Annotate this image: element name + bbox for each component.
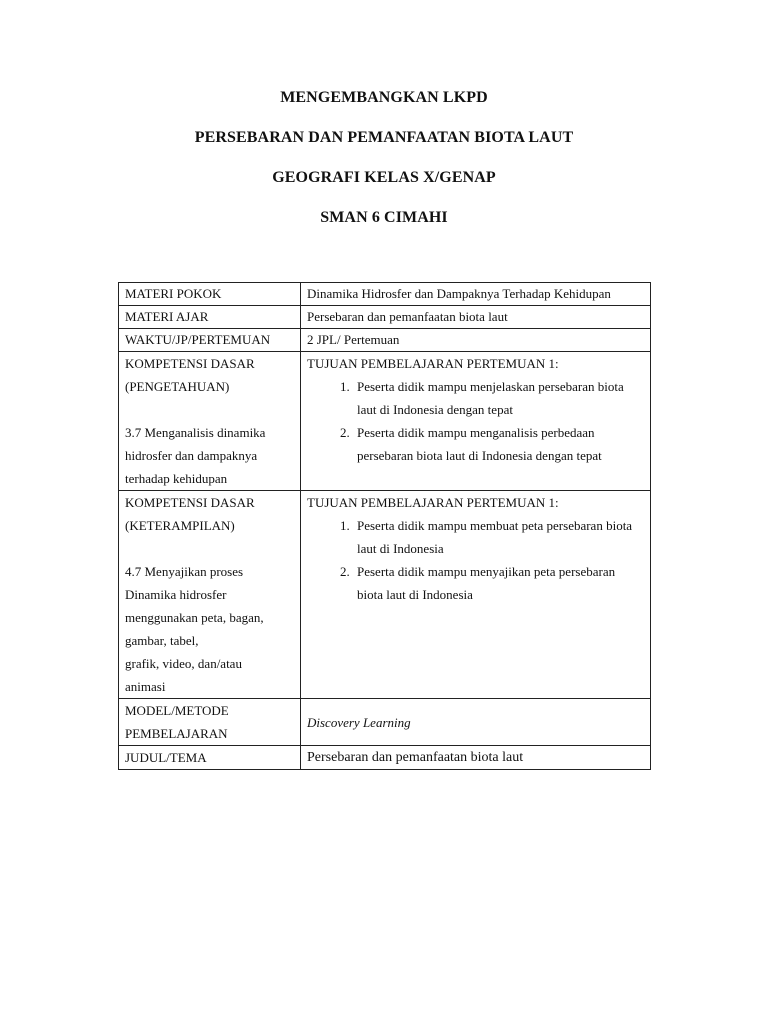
materi-pokok-label: MATERI POKOK xyxy=(119,283,301,306)
kd-pengetahuan-label-1: KOMPETENSI DASAR xyxy=(125,356,255,371)
kd-keterampilan-text-1: 4.7 Menyajikan proses xyxy=(125,564,244,579)
materi-ajar-label: MATERI AJAR xyxy=(119,306,301,329)
kd-keterampilan-label-1: KOMPETENSI DASAR xyxy=(125,495,255,510)
kd-keterampilan-text-6: animasi xyxy=(125,679,166,694)
materi-ajar-value: Persebaran dan pemanfaatan biota laut xyxy=(301,306,651,329)
table-row-materi-ajar xyxy=(119,306,651,329)
kd-keterampilan-text-2: Dinamika hidrosfer xyxy=(125,587,227,602)
objective-item: 2. Peserta didik mampu menganalisis perbedaan persebaran biota laut di Indonesia dengan tepat xyxy=(353,421,644,467)
objective-list xyxy=(307,375,644,467)
kd-pengetahuan-cell xyxy=(119,352,301,491)
kd-keterampilan-text-4: gambar, tabel, xyxy=(125,633,199,648)
kd-keterampilan-cell xyxy=(119,491,301,699)
kd-pengetahuan-text-2: hidrosfer dan dampaknya xyxy=(125,448,258,463)
model-label-1: MODEL/METODE xyxy=(125,703,229,718)
waktu-label: WAKTU/JP/PERTEMUAN xyxy=(119,329,301,352)
tujuan-heading: TUJUAN PEMBELAJARAN PERTEMUAN 1: xyxy=(307,495,559,510)
title-line-1: MENGEMBANGKAN LKPD xyxy=(280,89,488,106)
objective-item: 2. Peserta didik mampu menyajikan peta persebaran biota laut di Indonesia xyxy=(353,560,644,606)
lkpd-info-table xyxy=(118,282,651,770)
table-row-waktu xyxy=(119,329,651,352)
objective-list xyxy=(307,514,644,606)
kd-pengetahuan-label-2: (PENGETAHUAN) xyxy=(125,379,230,394)
objective-item: 1. Peserta didik mampu membuat peta persebaran biota laut di Indonesia xyxy=(353,514,644,560)
model-value: Discovery Learning xyxy=(301,699,651,746)
tujuan-pengetahuan-cell xyxy=(301,352,651,491)
kd-pengetahuan-text-3: terhadap kehidupan xyxy=(125,471,228,486)
spacer xyxy=(125,398,294,421)
materi-pokok-value: Dinamika Hidrosfer dan Dampaknya Terhadap Kehidupan xyxy=(301,283,651,306)
table-row-kd-pengetahuan xyxy=(119,352,651,491)
judul-label: JUDUL/TEMA xyxy=(119,746,301,770)
model-label-cell xyxy=(119,699,301,746)
kd-keterampilan-text-3: menggunakan peta, bagan, xyxy=(125,610,264,625)
spacer xyxy=(125,537,294,560)
title-line-3: GEOGRAFI KELAS X/GENAP xyxy=(272,169,496,186)
document-header xyxy=(0,88,768,248)
table-row-materi-pokok xyxy=(119,283,651,306)
judul-value: Persebaran dan pemanfaatan biota laut xyxy=(301,746,651,770)
objective-item: 1. Peserta didik mampu menjelaskan persebaran biota laut di Indonesia dengan tepat xyxy=(353,375,644,421)
table-row-model xyxy=(119,699,651,746)
kd-keterampilan-text-5: grafik, video, dan/atau xyxy=(125,656,242,671)
kd-pengetahuan-text-1: 3.7 Menganalisis dinamika xyxy=(125,425,266,440)
kd-keterampilan-label-2: (KETERAMPILAN) xyxy=(125,518,235,533)
waktu-value: 2 JPL/ Pertemuan xyxy=(301,329,651,352)
title-line-2: PERSEBARAN DAN PEMANFAATAN BIOTA LAUT xyxy=(194,129,574,146)
title-line-4: SMAN 6 CIMAHI xyxy=(320,209,448,226)
tujuan-heading: TUJUAN PEMBELAJARAN PERTEMUAN 1: xyxy=(307,356,559,371)
table-row-judul xyxy=(119,746,651,770)
model-label-2: PEMBELAJARAN xyxy=(125,726,228,741)
tujuan-keterampilan-cell xyxy=(301,491,651,699)
table-row-kd-keterampilan xyxy=(119,491,651,699)
